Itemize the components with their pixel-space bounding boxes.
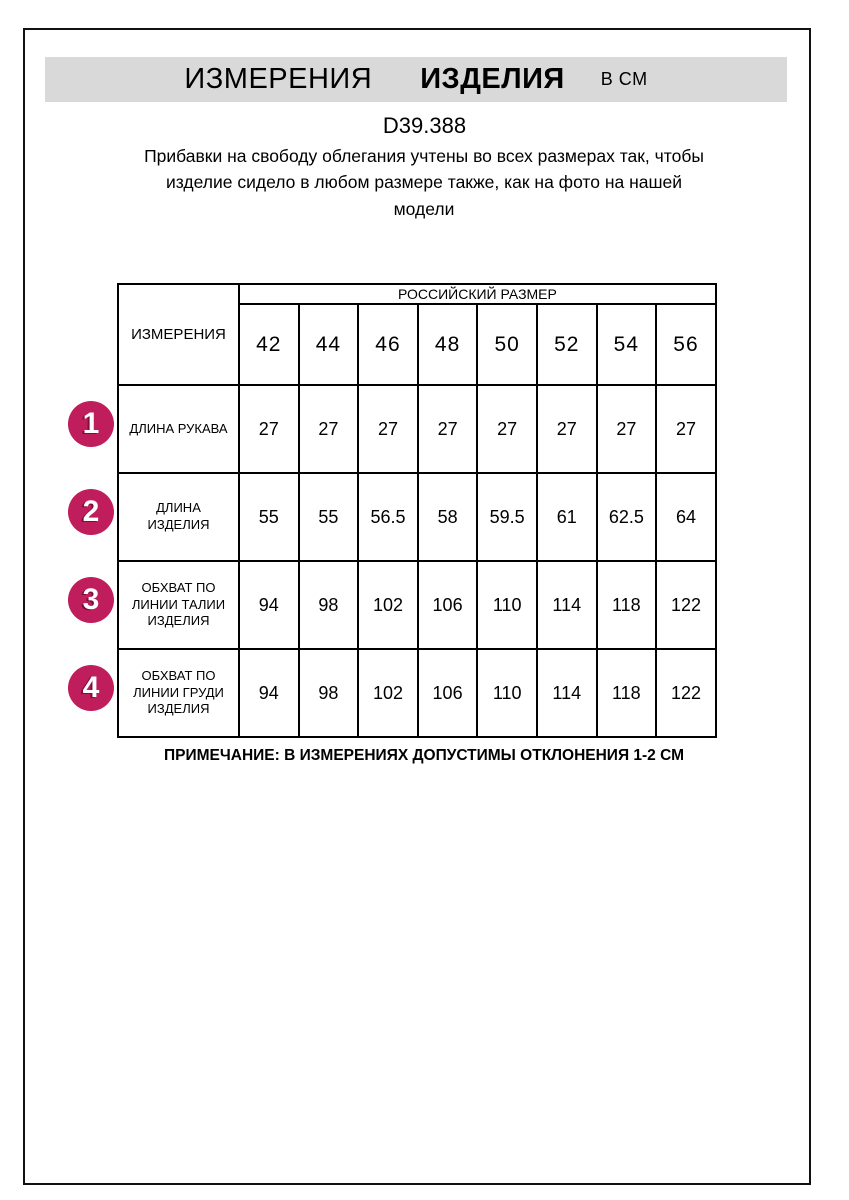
group-header-row: [118, 284, 716, 304]
size-header-cell: 42: [239, 304, 299, 385]
value-cell: 27: [239, 385, 299, 473]
description-line: изделие сидело в любом размере также, как на фото на нашей: [165, 172, 683, 193]
size-header-cell: 46: [358, 304, 418, 385]
size-table: [117, 283, 717, 738]
value-cell: 27: [537, 385, 597, 473]
value-cell: 55: [299, 473, 359, 561]
value-cell: 27: [299, 385, 359, 473]
title-units: В СМ: [600, 69, 648, 89]
value-cell: 102: [358, 649, 418, 737]
row-number-badge: 1: [68, 401, 114, 447]
value-cell: 58: [418, 473, 478, 561]
value-cell: 27: [418, 385, 478, 473]
value-cell: 118: [597, 561, 657, 649]
title-bar: [45, 57, 787, 102]
value-cell: 61: [537, 473, 597, 561]
value-cell: 122: [656, 649, 716, 737]
row-number-badge: 3: [68, 577, 114, 623]
value-cell: 62.5: [597, 473, 657, 561]
title-product: ИЗДЕЛИЯ: [420, 63, 565, 95]
size-header-cell: 44: [299, 304, 359, 385]
fit-description: [94, 143, 754, 222]
row-label: ОБХВАТ ПО ЛИНИИ ТАЛИИ ИЗДЕЛИЯ: [118, 561, 239, 649]
value-cell: 64: [656, 473, 716, 561]
table-row: [118, 385, 716, 473]
row-label: ДЛИНА ИЗДЕЛИЯ: [118, 473, 239, 561]
value-cell: 98: [299, 649, 359, 737]
value-cell: 122: [656, 561, 716, 649]
value-cell: 55: [239, 473, 299, 561]
table-row: [118, 473, 716, 561]
value-cell: 27: [358, 385, 418, 473]
russian-size-header: РОССИЙСКИЙ РАЗМЕР: [239, 284, 716, 304]
value-cell: 106: [418, 649, 478, 737]
value-cell: 94: [239, 649, 299, 737]
row-label: ДЛИНА РУКАВА: [118, 385, 239, 473]
size-header-cell: 48: [418, 304, 478, 385]
value-cell: 102: [358, 561, 418, 649]
value-cell: 27: [656, 385, 716, 473]
value-cell: 118: [597, 649, 657, 737]
value-cell: 114: [537, 561, 597, 649]
measurements-corner-header: ИЗМЕРЕНИЯ: [118, 284, 239, 385]
value-cell: 27: [597, 385, 657, 473]
size-header-cell: 50: [477, 304, 537, 385]
title-measurements: ИЗМЕРЕНИЯ: [184, 63, 373, 95]
description-line: модели: [393, 198, 455, 219]
description-line: Прибавки на свободу облегания учтены во всех размерах так, чтобы: [144, 146, 704, 166]
note-text: ПРИМЕЧАНИЕ: В ИЗМЕРЕНИЯХ ДОПУСТИМЫ ОТКЛОНЕНИЯ 1-2 СМ: [163, 747, 685, 764]
row-number-badge: 2: [68, 489, 114, 535]
value-cell: 94: [239, 561, 299, 649]
size-header-cell: 52: [537, 304, 597, 385]
value-cell: 56.5: [358, 473, 418, 561]
table-row: [118, 561, 716, 649]
value-cell: 110: [477, 649, 537, 737]
value-cell: 114: [537, 649, 597, 737]
table-row: [118, 649, 716, 737]
size-header-cell: 54: [597, 304, 657, 385]
size-header-cell: 56: [656, 304, 716, 385]
value-cell: 59.5: [477, 473, 537, 561]
row-number-badge: 4: [68, 665, 114, 711]
product-code: D39.388: [382, 113, 467, 138]
value-cell: 27: [477, 385, 537, 473]
value-cell: 98: [299, 561, 359, 649]
row-label: ОБХВАТ ПО ЛИНИИ ГРУДИ ИЗДЕЛИЯ: [118, 649, 239, 737]
value-cell: 106: [418, 561, 478, 649]
value-cell: 110: [477, 561, 537, 649]
